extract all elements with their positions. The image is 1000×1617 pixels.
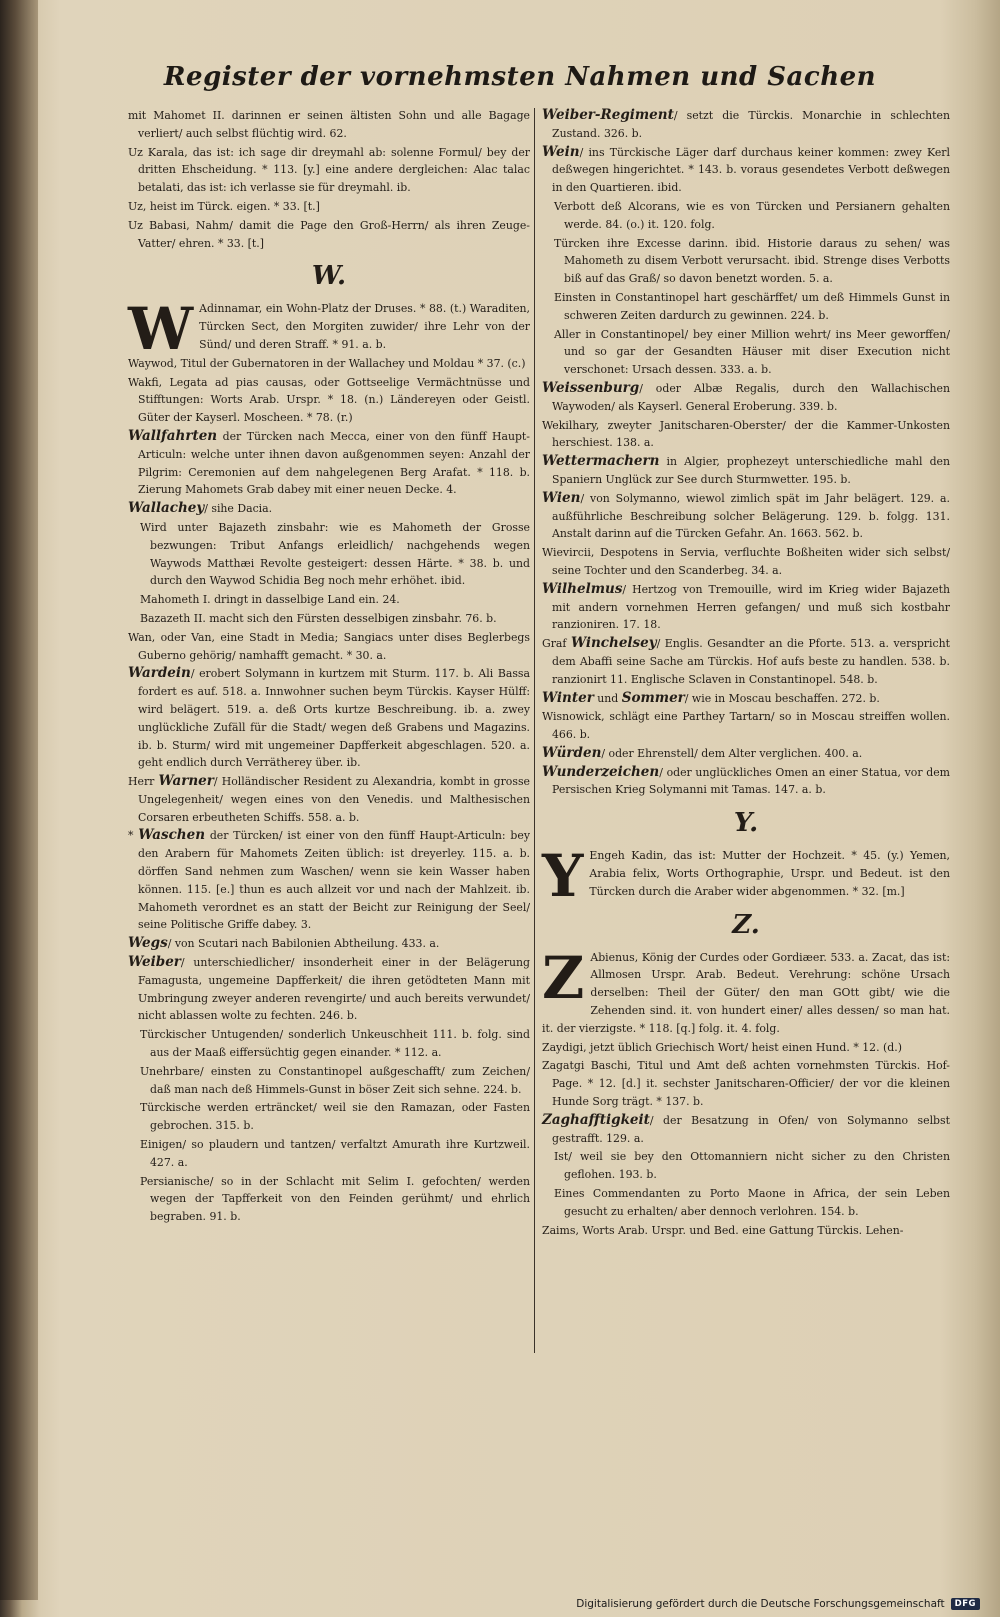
entry-lemma: Waschen bbox=[138, 827, 206, 844]
index-entry bbox=[128, 500, 530, 518]
index-entry bbox=[542, 745, 950, 763]
entry-prefix: * bbox=[128, 829, 139, 843]
entry-text: Uz Babasi, Nahm/ damit die Page den Groß-Herrn/ als ihren Zeuge-Vatter/ ehren. * 33. [t.] bbox=[128, 218, 530, 250]
entry-text: Türckischer Untugenden/ sonderlich Unkeuschheit 111. b. folg. sind aus der Maaß eiffersüchtig gegen einander. * 112. a. bbox=[140, 1028, 530, 1060]
index-entry bbox=[542, 1222, 950, 1240]
index-entry bbox=[128, 1063, 530, 1099]
entry-text: / erobert Solymann in kurtzem mit Sturm. 117. b. Ali Bassa fordert es auf. 518. a. Innwohner suchen beym Türckis. Kayser Hülff: wird belägert. 519. a. deß Orts kurtze Beschreibung. ib. a. zwey unglückliche Zufäll für die Stadt/ wegen deß Grabens und Magazins. ib. b. Sturm/ wird mit ungemeiner Dapfferkeit abgeschlagen. 520. a. geht endlich durch Verrätherey über. ib. bbox=[138, 667, 530, 770]
entry-text: in Algier, prophezeyt unterschiedliche mahl den Spaniern Unglück zur See durch Sturmwetter. 195. b. bbox=[552, 455, 950, 486]
entry-text: / oder Albæ Regalis, durch den Wallachischen Waywoden/ als Kayserl. General Eroberung. 339. b. bbox=[552, 381, 950, 413]
footer bbox=[560, 1596, 980, 1612]
index-entry bbox=[128, 428, 530, 499]
entry-text: / Englis. Gesandter an die Pforte. 513. a. verspricht dem Abaffi seine Sache am Türckis. Hof aufs beste zu handlen. 538. b. ranzionirt 11. Englische Sclaven in Constantinopel. 548. b. bbox=[552, 637, 950, 686]
footer-credit: Digitalisierung gefördert durch die Deutsche Forschungsgemeinschaft bbox=[576, 1598, 945, 1610]
index-entry bbox=[542, 198, 950, 234]
entry-text: Zaydigi, jetzt üblich Griechisch Wort/ heist einen Hund. * 12. (d.) bbox=[542, 1040, 902, 1054]
entry-text: Unehrbare/ einsten zu Constantinopel außgeschafft/ zum Zeichen/ daß man nach deß Himmels-Gunst in böser Zeit sich sehne. 224. b. bbox=[140, 1064, 530, 1096]
entry-text: Einigen/ so plaudern und tantzen/ verfaltzt Amurath ihre Kurtzweil. 427. a. bbox=[140, 1138, 530, 1169]
entry-text: / sihe Dacia. bbox=[204, 502, 273, 516]
entry-lemma: Weissenburg bbox=[542, 379, 640, 396]
entry-text: Türcken ihre Excesse darinn. ibid. Historie daraus zu sehen/ was Mahometh zu disem Verbott verursacht. ibid. Strenge dises Verbotts biß auf das Graß/ so davon benetzt worden. 5. a. bbox=[554, 236, 950, 286]
index-entry bbox=[128, 629, 530, 665]
index-entry bbox=[128, 144, 530, 197]
index-entry bbox=[542, 326, 950, 379]
index-entry bbox=[128, 935, 530, 953]
section-letter: W. bbox=[311, 261, 347, 292]
entry-lemma: Wilhelmus bbox=[542, 580, 623, 597]
index-entry bbox=[128, 827, 530, 934]
entry-text: Adinnamar, ein Wohn-Platz der Druses. * 88. (t.) Waraditen, Türcken Sect, den Morgiten zuwider/ ihre Lehr von der Sünd/ und deren Straff. * 91. a. b. bbox=[199, 302, 530, 351]
entry-lemma: Wallfahrten bbox=[128, 427, 218, 444]
entry-text: / Hertzog von Tremouille, wird im Krieg wider Bajazeth mit andern vornehmen Herren gefangen/ und muß sich kostbahr ranzioniren. 17. 18. bbox=[552, 582, 950, 632]
entry-text: Wekilhary, zweyter Janitscharen-Oberster/ der die Kammer-Unkosten herschiest. 138. a. bbox=[542, 418, 950, 450]
entry-text: / Holländischer Resident zu Alexandria, kombt in grosse Ungelegenheit/ wegen eines von den Venedis. und Malthesischen Corsaren erbeutheten Schiffs. 558. a. b. bbox=[138, 775, 530, 824]
entry-lemma: Sommer bbox=[621, 689, 685, 706]
entry-lemma: Würden bbox=[542, 744, 602, 761]
entry-text: / von Solymanno, wiewol zimlich spät im Jahr belägert. 129. a. außführliche Beschreibung solcher Belägerung. 129. b. folgg. 131. Anstalt darinn auf die Türcken Gefahr. An. 1663. 562. b. bbox=[552, 491, 950, 541]
entry-text: Wan, oder Van, eine Stadt in Media; Sangiacs unter dises Beglerbegs Guberno gehörig/ namhafft gemacht. * 30. a. bbox=[128, 630, 530, 662]
page-header: Register der vornehmsten Nahmen und Sachen bbox=[163, 62, 877, 92]
index-entry bbox=[128, 610, 530, 628]
entry-text: mit Mahomet II. darinnen er seinen ältisten Sohn und alle Bagage verliert/ auch selbst flüchtig wird. 62. bbox=[128, 109, 530, 140]
entry-lemma: Zaghafftigkeit bbox=[542, 1111, 650, 1128]
entry-prefix: Graf bbox=[542, 637, 571, 651]
entry-text: Uz Karala, das ist: ich sage dir dreymahl ab: solenne Formul/ bey der dritten Ehscheidung. * 113. [y.] eine andere dergleichen: Alac talac betalati, das ist: ich verlasse sie für dreymahl. ib. bbox=[128, 145, 530, 195]
index-entry bbox=[128, 773, 530, 826]
index-entry bbox=[128, 1136, 530, 1172]
entry-text: Wievircii, Despotens in Servia, verfluchte Boßheiten wider sich selbst/ seine Tochter und den Scanderbeg. 34. a. bbox=[542, 546, 950, 577]
index-entry bbox=[542, 581, 950, 634]
entry-text: Eines Commendanten zu Porto Maone in Africa, der sein Leben gesucht zu erhalten/ aber dennoch verlohren. 154. b. bbox=[554, 1187, 950, 1218]
index-entry bbox=[542, 544, 950, 580]
index-entry bbox=[128, 355, 530, 373]
left-column bbox=[128, 107, 530, 1407]
index-entry bbox=[542, 1185, 950, 1221]
entry-text: Wakfi, Legata ad pias causas, oder Gottseelige Vermächtnüsse und Stifftungen: Worts Arab. Urspr. * 18. (n.) Ländereyen oder Geistl. Güter der Kayserl. Moscheen. * 78. (r.) bbox=[128, 375, 530, 425]
entry-text: / der Besatzung in Ofen/ von Solymanno selbst gestrafft. 129. a. bbox=[552, 1113, 950, 1145]
entry-text: der Türcken nach Mecca, einer von den fünff Haupt-Articuln: welche unter ihnen davon außgenommen seyen: Anzahl der Pilgrim: Ceremonien auf dem nahgelegenen Berg Arafat. * 118. b. Zierung Mahomets Grab dabey mit einer neuen Decke. 4. bbox=[138, 429, 530, 497]
entry-text: Ist/ weil sie bey den Ottomanniern nicht sicher zu den Christen geflohen. 193. b. bbox=[554, 1150, 950, 1182]
entry-text: / setzt die Türckis. Monarchie in schlechten Zustand. 326. b. bbox=[552, 109, 950, 140]
entry-text: Bazazeth II. macht sich den Fürsten desselbigen zinsbahr. 76. b. bbox=[140, 611, 497, 625]
right-column bbox=[542, 107, 950, 1407]
section-letter: Y. bbox=[733, 808, 759, 839]
drop-cap: W bbox=[128, 295, 194, 364]
entry-lemma: Warner bbox=[158, 773, 214, 790]
index-entry bbox=[542, 1039, 950, 1057]
entry-text: / ins Türckische Läger darf durchaus keiner kommen: zwey Kerl deßwegen hingerichtet. * 143. b. voraus gesendetes Verbott deßwegen in den Quartieren. ibid. bbox=[552, 145, 950, 195]
index-entry bbox=[128, 519, 530, 590]
entry-lemma: Winter bbox=[542, 689, 594, 706]
entry-text: Türckische werden erträncket/ weil sie den Ramazan, oder Fasten gebrochen. 315. b. bbox=[140, 1101, 530, 1133]
entry-text: Abienus, König der Curdes oder Gordiæer. 533. a. Zacat, das ist: Allmosen Urspr. Arab. Bedeut. Verehrung: schöne Ursach derselben: Theil der Güter/ den man GOtt gibt/ wie die Zehenden sind. it. von hundert einer/ alles dessen/ so man hat. it. der vierzigste. * 118. [q.] folg. it. 4. folg. bbox=[542, 950, 950, 1035]
entry-text: Wisnowick, schlägt eine Parthey Tartarn/ so in Moscau streiffen wollen. 466. b. bbox=[542, 710, 950, 742]
drop-cap: Y bbox=[542, 842, 584, 911]
index-entry bbox=[128, 217, 530, 253]
index-entry bbox=[542, 690, 950, 708]
index-entry bbox=[542, 490, 950, 543]
entry-text: Zagatgi Baschi, Titul und Amt deß achten vornehmsten Türckis. Hof-Page. * 12. [d.] it. sechster Janitscharen-Officier/ der vor die kleinen Hunde Sorg trägt. * 137. b. bbox=[542, 1059, 950, 1109]
entry-text: Uz, heist im Türck. eigen. * 33. [t.] bbox=[128, 199, 320, 213]
entry-lemma: Weiber-Regiment bbox=[542, 107, 674, 123]
index-entry bbox=[542, 417, 950, 453]
index-entry bbox=[542, 107, 950, 143]
entry-text: / oder unglückliches Omen an einer Statua, vor dem Persischen Krieg Solymanni mit Tamas. 147. a. b. bbox=[552, 765, 950, 797]
index-entry bbox=[542, 1112, 950, 1148]
index-entry bbox=[542, 380, 950, 416]
index-entry bbox=[128, 954, 530, 1025]
entry-lemma: Winchelsey bbox=[570, 635, 657, 652]
entry-text: / wie in Moscau beschaffen. 272. b. bbox=[684, 691, 880, 705]
index-entry bbox=[542, 144, 950, 197]
entry-text: und bbox=[593, 691, 622, 705]
index-entry bbox=[128, 1026, 530, 1062]
entry-lemma: Wettermachern bbox=[542, 453, 660, 470]
entry-lemma: Wegs bbox=[128, 935, 168, 952]
entry-text: Einsten in Constantinopel hart geschärffet/ um deß Himmels Gunst in schweren Zeiten dardurch zu gewinnen. 224. b. bbox=[554, 290, 950, 322]
index-entry bbox=[128, 1099, 530, 1135]
dfg-logo: DFG bbox=[951, 1598, 980, 1610]
entry-text: Verbott deß Alcorans, wie es von Türcken und Persianern gehalten werde. 84. (o.) it. 120. folg. bbox=[554, 199, 950, 231]
entry-prefix: Herr bbox=[128, 775, 159, 789]
entry-text: / oder Ehrenstell/ dem Alter verglichen. 400. a. bbox=[601, 746, 863, 760]
entry-lemma: Wien bbox=[542, 489, 581, 506]
entry-text: Aller in Constantinopel/ bey einer Million wehrt/ ins Meer geworffen/ und so gar der Gesandten Häuser mit diser Execution nicht verschonet: Ursach dessen. 333. a. b. bbox=[554, 327, 950, 377]
index-entry bbox=[542, 289, 950, 325]
index-entry bbox=[542, 635, 950, 688]
index-entry bbox=[542, 764, 950, 800]
entry-text: der Türcken/ ist einer von den fünff Haupt-Articuln: bey den Arabern für Mahomets Zeiten üblich: ist dreyerley. 115. a. b. dörffen Sand nehmen zum Waschen/ wenn sie kein Wasser haben können. 115. [e.] thun es auch allzeit vor und nach der Mahlzeit. ib. Mahometh verordnet es an statt der Beicht zur Reinigung der Seel/ seine Politische Griffe dabey. 3. bbox=[138, 829, 530, 932]
section-letter: Z. bbox=[732, 909, 760, 940]
index-entry bbox=[542, 1148, 950, 1184]
entry-text: Waywod, Titul der Gubernatoren in der Wallachey und Moldau * 37. (c.) bbox=[128, 356, 526, 370]
entry-text: Wird unter Bajazeth zinsbahr: wie es Mahometh der Grosse bezwungen: Tribut Anfangs erleidlich/ nachgehends wegen Waywods Matthæi Revolte gesteigert: dessen Härte. * 38. b. und durch den Waywod Schidia Beg noch mehr erhöhet. ibid. bbox=[140, 520, 530, 588]
entry-lemma: Weiber bbox=[128, 954, 181, 971]
entry-text: / unterschiedlicher/ insonderheit einer in der Belägerung Famagusta, ungemeine Dapfferkeit/ die ihren getödteten Mann mit Umbringung zweyer anderen revengirte/ und auch bereits verwundet/ nicht ablassen wolte zu fechten. 246. b. bbox=[138, 956, 530, 1023]
entry-text: Zaims, Worts Arab. Urspr. und Bed. eine Gattung Türckis. Lehen- bbox=[542, 1223, 904, 1237]
entry-lemma: Wardein bbox=[128, 665, 191, 682]
index-entry bbox=[128, 1173, 530, 1226]
book-gutter bbox=[0, 0, 38, 1600]
entry-lemma: Wunderzeichen bbox=[542, 763, 660, 780]
drop-cap: Z bbox=[542, 943, 585, 1012]
entry-lemma: Wallachey bbox=[128, 500, 205, 517]
index-entry bbox=[128, 107, 530, 143]
index-entry bbox=[542, 235, 950, 288]
index-entry bbox=[128, 591, 530, 609]
entry-text: Persianische/ so in der Schlacht mit Selim I. gefochten/ werden wegen der Tapfferkeit von den Feinden gerühmt/ und ehrlich begraben. 91. b. bbox=[140, 1174, 530, 1224]
entry-text: / von Scutari nach Babilonien Abtheilung. 433. a. bbox=[167, 937, 440, 951]
index-entry bbox=[128, 374, 530, 427]
index-entry bbox=[542, 842, 950, 911]
index-entry bbox=[542, 708, 950, 744]
index-entry bbox=[128, 198, 530, 216]
index-entry bbox=[542, 1057, 950, 1110]
index-entry bbox=[542, 943, 950, 1038]
entry-text: Engeh Kadin, das ist: Mutter der Hochzeit. * 45. (y.) Yemen, Arabia felix, Worts Orthographie, Urspr. und Bedeut. ist den Türcken durch die Araber wider abgenommen. * 32. [m.] bbox=[589, 849, 950, 898]
index-entry bbox=[128, 665, 530, 772]
column-divider bbox=[534, 108, 535, 1353]
entry-text: Mahometh I. dringt in dasselbige Land ein. 24. bbox=[140, 593, 400, 607]
index-entry bbox=[542, 453, 950, 489]
entry-lemma: Wein bbox=[542, 143, 580, 160]
